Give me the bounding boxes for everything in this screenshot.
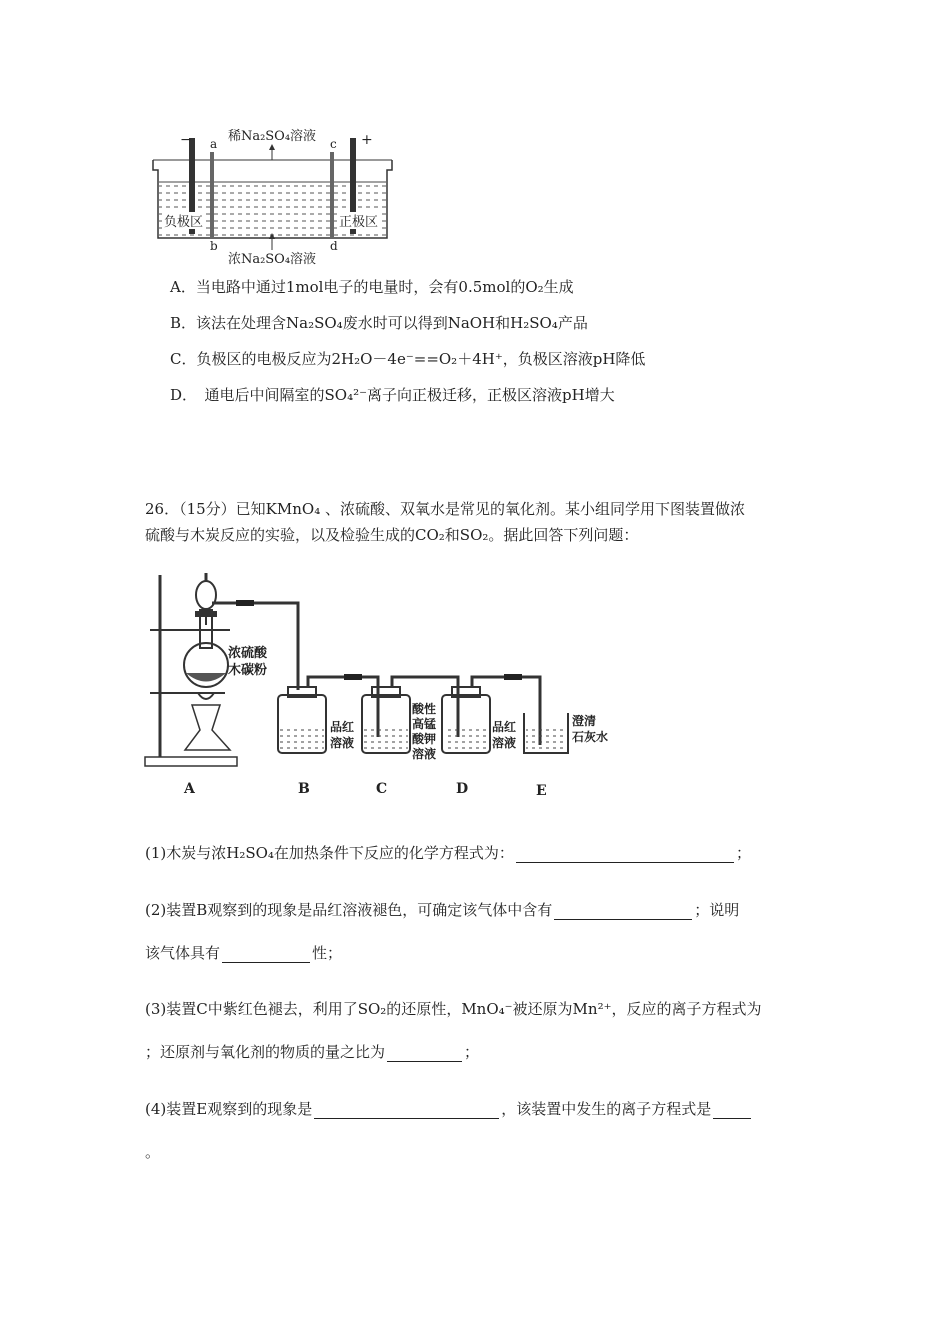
q2-text-d: 性； (312, 944, 343, 962)
q4-line2 (145, 1142, 160, 1162)
cell-label-b: b (210, 239, 218, 253)
q26-intro-line1: 26．（15分）已知KMnO₄ 、浓硫酸、双氧水是常见的氧化剂。某小组同学用下图装置做浓 (145, 500, 745, 518)
apparatus-letter-b: B (298, 781, 310, 797)
q3-line1 (145, 999, 762, 1019)
cell-positive-region-label: 正极区 (339, 215, 379, 230)
beaker-e-label-2: 石灰水 (572, 730, 609, 744)
bottle-c-label-4: 溶液 (412, 747, 437, 761)
q1-text: (1)木炭与浓H₂SO₄在加热条件下反应的化学方程式为： (145, 844, 514, 862)
option-a: A．当电路中通过1mol电子的电量时，会有0.5mol的O₂生成 (170, 278, 574, 296)
apparatus-diagram (140, 565, 650, 805)
q2-answer-blank-2[interactable] (222, 946, 310, 963)
q2-answer-blank-1[interactable] (554, 903, 692, 920)
flask-label-carbon: 木碳粉 (228, 663, 268, 678)
bottle-d-label-1: 品红 (492, 720, 517, 734)
cell-label-c: c (330, 137, 337, 151)
option-c: C．负极区的电极反应为2H₂O－4e⁻==O₂＋4H⁺，负极区溶液pH降低 (170, 350, 646, 368)
apparatus-letter-e: E (536, 783, 547, 799)
bottle-b-label-1: 品红 (330, 720, 355, 734)
q3-answer-blank[interactable] (387, 1045, 462, 1062)
bottle-c-label-2: 高锰 (412, 717, 437, 731)
option-d: D． 通电后中间隔室的SO₄²⁻离子向正极迁移，正极区溶液pH增大 (170, 386, 615, 404)
q3-text-a: (3)装置C中紫红色褪去，利用了SO₂的还原性，MnO₄⁻被还原为Mn²⁺，反应的离子方程式为 (145, 1000, 762, 1018)
q4-text-c: 。 (145, 1143, 161, 1161)
q3-line2 (145, 1042, 479, 1062)
bottle-d-label-2: 溶液 (492, 736, 517, 750)
q4-line1 (145, 1099, 753, 1119)
cell-bottom-solution-label: 浓Na₂SO₄溶液 (227, 252, 317, 267)
electrolysis-cell-diagram (150, 120, 395, 270)
q3-text-b: ；还原剂与氧化剂的物质的量之比为 (145, 1043, 386, 1061)
q1-answer-blank[interactable] (516, 846, 734, 863)
cell-plus-sign: + (361, 132, 373, 148)
q26-intro-line2: 硫酸与木炭反应的实验，以及检验生成的CO₂和SO₂。据此回答下列问题： (145, 526, 639, 544)
cell-minus-sign: − (180, 132, 192, 148)
cell-top-solution-label: 稀Na₂SO₄溶液 (227, 129, 317, 144)
q1-line (145, 843, 751, 863)
q2-line2 (145, 943, 342, 963)
q2-text-c: 该气体具有 (145, 944, 221, 962)
cell-label-d: d (330, 239, 338, 253)
q2-line1 (145, 900, 739, 920)
bottle-b-label-2: 溶液 (330, 736, 355, 750)
cell-negative-region-label: 负极区 (164, 215, 204, 230)
bottle-c-label-3: 酸钾 (412, 732, 437, 746)
q4-answer-blank-1[interactable] (314, 1102, 499, 1119)
q2-text-a: (2)装置B观察到的现象是品红溶液褪色，可确定该气体中含有 (145, 901, 553, 919)
q4-text-b: ，该装置中发生的离子方程式是 (501, 1100, 712, 1118)
q4-text-a: (4)装置E观察到的现象是 (145, 1100, 313, 1118)
cell-label-a: a (210, 137, 218, 151)
bottle-c-label-1: 酸性 (412, 702, 437, 716)
flask-label-acid: 浓硫酸 (228, 646, 268, 661)
apparatus-letter-c: C (376, 781, 388, 797)
q2-text-b: ；说明 (694, 901, 740, 919)
option-b: B．该法在处理含Na₂SO₄废水时可以得到NaOH和H₂SO₄产品 (170, 314, 588, 332)
q3-text-c: ； (464, 1043, 480, 1061)
q4-answer-blank-2[interactable] (713, 1102, 751, 1119)
apparatus-letter-a: A (184, 781, 195, 797)
apparatus-letter-d: D (456, 781, 469, 797)
q1-end: ； (735, 844, 751, 862)
beaker-e-label-1: 澄清 (572, 714, 597, 728)
